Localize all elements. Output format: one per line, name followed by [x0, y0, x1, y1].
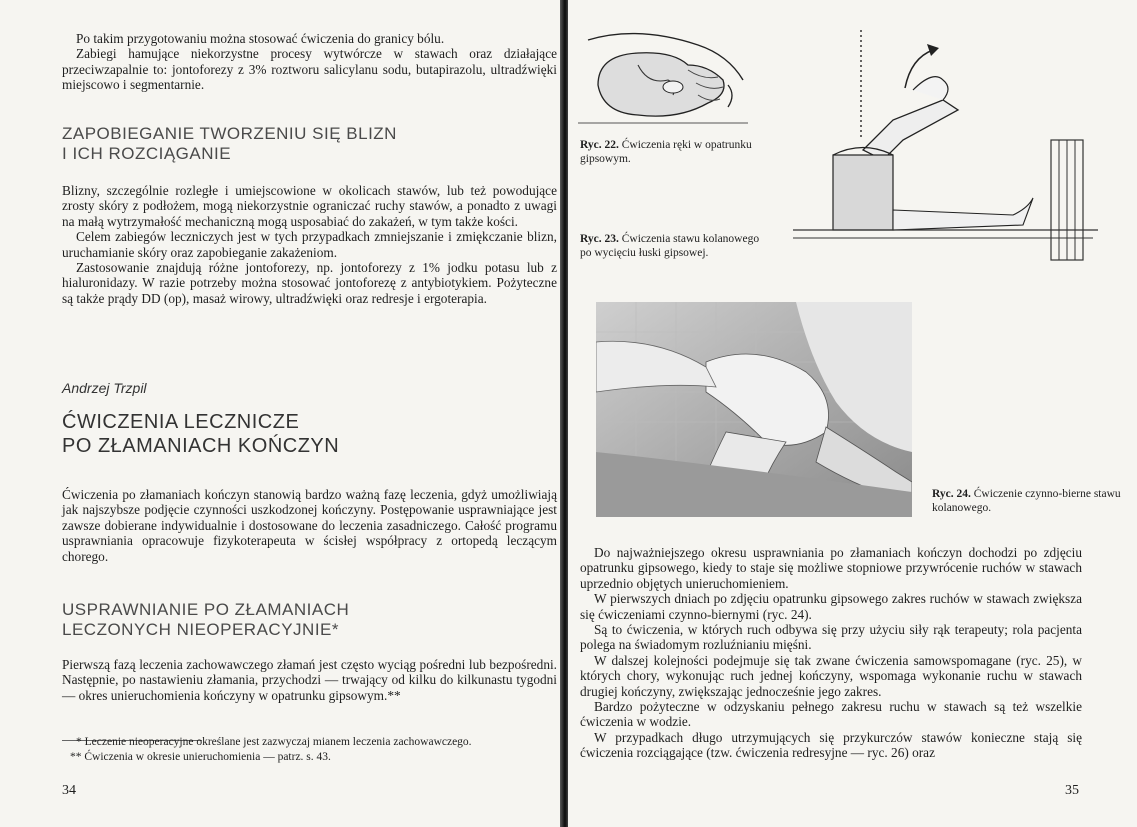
- section2-heading-line: LECZONYCH NIEOPERACYJNIE*: [62, 620, 339, 639]
- chapter-title: [62, 410, 339, 458]
- right-body-text: [580, 545, 1082, 761]
- caption-fig24-text: Ćwiczenie czynno-bierne stawu kolanowego.: [932, 488, 1121, 514]
- author-name: Andrzej Trzpil: [62, 380, 147, 396]
- intro-text: [62, 31, 557, 93]
- caption-fig23: [580, 233, 765, 260]
- left-page: [0, 0, 562, 827]
- chapter-text: [62, 487, 557, 564]
- chapter-title-line: ĆWICZENIA LECZNICZE: [62, 411, 300, 433]
- caption-fig22-number: Ryc. 22.: [580, 139, 619, 151]
- right-paragraph: Do najważniejszego okresu usprawniania po złamaniach kończyn dochodzi po zdjęciu opatrunku gipsowego, kiedy to staje się możliwe stopniowe przywrócenie ruchów w stawach uprzednio objętych unieruchomieniem.: [580, 545, 1082, 591]
- section1-heading-line: I ICH ROZCIĄGANIE: [62, 144, 232, 163]
- right-paragraph: Bardzo pożyteczne w odzyskaniu pełnego zakresu ruchu w stawach są też wszelkie ćwiczenia w wodzie.: [580, 699, 1082, 730]
- footnote-2: ** Ćwiczenia w okresie unieruchomienia — patrz. s. 43.: [70, 751, 331, 763]
- right-page: [568, 0, 1137, 827]
- knee-exercise-photo: [596, 302, 912, 517]
- caption-fig22: [580, 139, 765, 166]
- section1-heading-line: ZAPOBIEGANIE TWORZENIU SIĘ BLIZN: [62, 124, 397, 143]
- chapter-title-line: PO ZŁAMANIACH KOŃCZYN: [62, 435, 340, 457]
- section2-heading: [62, 600, 349, 640]
- right-paragraph: Są to ćwiczenia, w których ruch odbywa się przy użyciu siły rąk terapeuty; rola pacjenta polega na świadomym rozluźnianiu mięśni.: [580, 622, 1082, 653]
- knee-exercise-bed-illustration: [793, 30, 1098, 270]
- section1-paragraph: Zastosowanie znajdują różne jontoforezy, np. jontoforezy z 1% jodku potasu lub z hialuronidazy. W razie potrzeby można stosować jontoforezę z antybiotykiem. Pożyteczne są także prądy DD (op), masaż wirowy, ultradźwięki oraz redresje i ergoterapia.: [62, 260, 557, 306]
- caption-fig23-number: Ryc. 23.: [580, 233, 619, 245]
- caption-fig24-number: Ryc. 24.: [932, 488, 971, 500]
- section2-heading-line: USPRAWNIANIE PO ZŁAMANIACH: [62, 600, 350, 619]
- section1-text: [62, 183, 557, 306]
- right-paragraph: W pierwszych dniach po zdjęciu opatrunku gipsowego zakres ruchów w stawach zwiększa się ćwiczeniami czynno-biernymi (ryc. 24).: [580, 591, 1082, 622]
- right-paragraph: W przypadkach długo utrzymujących się przykurczów stawów konieczne stają się ćwiczenia rozciągające (tzw. ćwiczenia redresyjne — ryc. 26) oraz: [580, 729, 1082, 761]
- section1-heading: [62, 124, 397, 164]
- section2-text: [62, 657, 557, 703]
- section1-paragraph: Celem zabiegów leczniczych jest w tych przypadkach zmniejszanie i zmiękczanie blizn, uruchamianie skóry oraz zapobieganie zakażeniom.: [62, 229, 557, 260]
- right-paragraph: W dalszej kolejności podejmuje się tak zwane ćwiczenia samowspomagane (ryc. 25), w których chory, wykonując ruch jednej kończyny, wspomaga wykonanie ruchu w stawach drugiej kończyny, zwiększając jednocześnie jego zakres.: [580, 652, 1082, 699]
- chapter-paragraph: Ćwiczenia po złamaniach kończyn stanowią bardzo ważną fazę leczenia, gdyż umożliwiają jak najszybsze podjęcie czynności uszkodzonej kończyny. Postępowanie usprawniające jest zawsze dobierane indywidualnie i dostosowane do leczenia zasadniczego. Całość programu usprawniania opracowuje fizykoterapeuta w ścisłej współpracy z ortopedą leczącym chorego.: [62, 487, 557, 564]
- section1-paragraph: Blizny, szczególnie rozległe i umiejscowione w okolicach stawów, lub też powodujące zrosty skóry z podłożem, mogą niekorzystnie ograniczać ruchy stawów, a ponadto z uwagi na małą wytrzymałość mechaniczną mogą usposabiać do zakażeń, w tym także kości.: [62, 183, 557, 229]
- caption-fig24: [932, 488, 1132, 515]
- section2-paragraph: Pierwszą fazą leczenia zachowawczego złamań jest często wyciąg pośredni lub bezpośredni. Następnie, po nastawieniu złamania, przychodzi — trwający od kilku do kilkunastu tygodni — okres unieruchomienia kończyny w opatrunku gipsowym.**: [62, 657, 557, 703]
- footnote-1: * Leczenie nieoperacyjne określane jest zazwyczaj mianem leczenia zachowawczego.: [76, 736, 472, 748]
- hand-cast-illustration: [578, 25, 748, 135]
- caption-fig22-text: Ćwiczenia ręki w opatrunku gipsowym.: [580, 139, 752, 165]
- caption-fig23-text: Ćwiczenia stawu kolanowego po wycięciu łuski gipsowej.: [580, 233, 760, 259]
- page-number-left: 34: [62, 783, 76, 798]
- intro-paragraph: Po takim przygotowaniu można stosować ćwiczenia do granicy bólu.: [76, 31, 445, 46]
- intro-paragraph: Zabiegi hamujące niekorzystne procesy wytwórcze w stawach oraz działające przeciwzapalnie to: jontoforezy z 3% roztworu salicylanu sodu, butapirazolu, ultradźwięki miejscowo i segmentarnie.: [62, 46, 557, 93]
- page-number-right: 35: [1065, 783, 1079, 798]
